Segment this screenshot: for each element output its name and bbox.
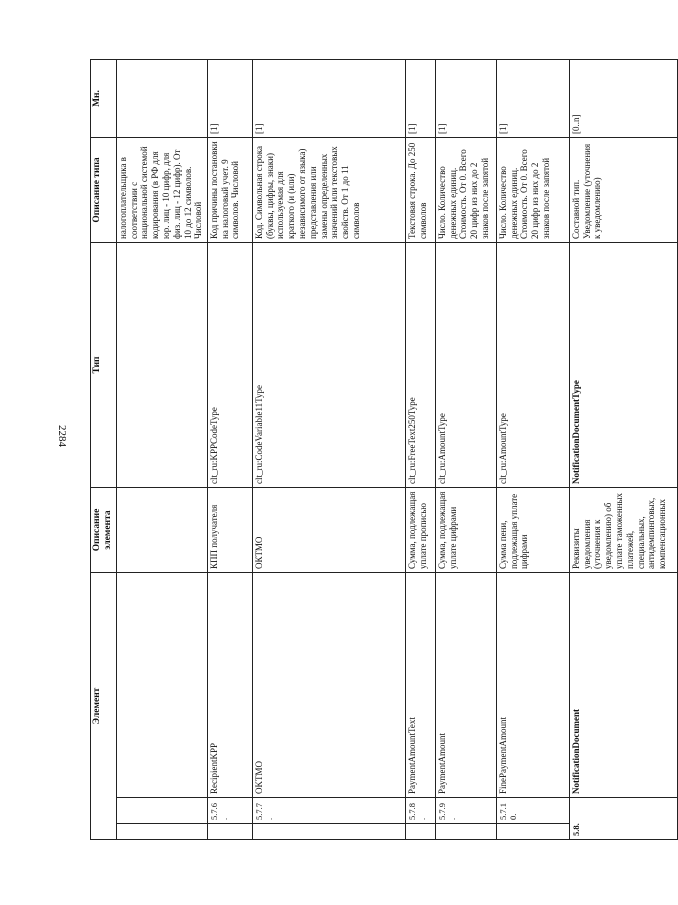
header-row xyxy=(91,59,117,839)
type-name: clt_ru:AmountType xyxy=(435,242,496,487)
element-name: RecipientKPP xyxy=(207,572,252,797)
element-name: NotificationDocument xyxy=(569,572,677,797)
row-number: 5.7.10. xyxy=(496,798,569,824)
table-row xyxy=(252,59,405,839)
header-element-desc: Описание элемента xyxy=(91,487,117,572)
multiplicity: [1] xyxy=(207,59,252,137)
table-row xyxy=(569,59,677,839)
table-row xyxy=(435,59,496,839)
table-row xyxy=(405,59,435,839)
header-type-desc: Описание типа xyxy=(91,137,117,242)
row-number: 5.7.6. xyxy=(207,798,252,824)
element-name: FinePaymentAmount xyxy=(496,572,569,797)
type-name: clt_ru:FreeText250Type xyxy=(405,242,435,487)
element-desc: Сумма, подлежащая уплате прописью xyxy=(405,487,435,572)
type-desc: Текстовая строка. До 250 символов xyxy=(405,137,435,242)
row-number: 5.8. xyxy=(569,798,677,840)
header-multiplicity: Мн. xyxy=(91,59,117,137)
type-name: clt_ru:CodeVariable11Type xyxy=(252,242,405,487)
type-name: clt_ru:KPPCodeType xyxy=(207,242,252,487)
element-desc: Сумма, подлежащая уплате цифрами xyxy=(435,487,496,572)
element-desc: Сумма пени, подлежащая уплате цифрами xyxy=(496,487,569,572)
type-desc: Код. Символьная строка (буквы, цифры, знаки) используемая для краткого (и (или) независимого от языка) представления или замены определенных значений или текстовых свойств. От 1 до 11 символов xyxy=(252,137,405,242)
table-row xyxy=(116,59,207,839)
header-type: Тип xyxy=(91,242,117,487)
type-name: clt_ru:AmountType xyxy=(496,242,569,487)
page-number: 2284 xyxy=(56,425,68,447)
table-row xyxy=(207,59,252,839)
rotated-page xyxy=(90,60,668,840)
multiplicity: [1] xyxy=(496,59,569,137)
type-desc: Код причины постановки на налоговый учет. 9 символов. Числовой xyxy=(207,137,252,242)
multiplicity: [1] xyxy=(405,59,435,137)
type-desc: Число. Количество денежных единиц. Стоимость. От 0. Всего 20 цифр из них до 2 знаков после запятой xyxy=(496,137,569,242)
element-desc: КПП получателя xyxy=(207,487,252,572)
element-desc: ОКТМО xyxy=(252,487,405,572)
type-name: NotificationDocumentType xyxy=(569,242,677,487)
row-number: 5.7.7. xyxy=(252,798,405,824)
specification-table xyxy=(90,59,678,840)
multiplicity: [1] xyxy=(435,59,496,137)
element-name: OKTMO xyxy=(252,572,405,797)
element-name: PaymentAmount xyxy=(435,572,496,797)
header-element: Элемент xyxy=(91,572,117,839)
row-number: 5.7.8. xyxy=(405,798,435,824)
row-number: 5.7.9. xyxy=(435,798,496,824)
element-desc: Реквизиты уведомления (уточнения к уведомлению) об уплате таможенных платежей, специальных, антидемпинговых, компенсационных xyxy=(569,487,677,572)
type-desc: Составной тип. Уведомление (уточнения к уведомлению) xyxy=(569,137,677,242)
multiplicity: [1] xyxy=(252,59,405,137)
table-row xyxy=(496,59,569,839)
multiplicity: [0..n] xyxy=(569,59,677,137)
element-name: PaymentAmountText xyxy=(405,572,435,797)
type-desc: Число. Количество денежных единиц. Стоимость. От 0. Всего 20 цифр из них до 2 знаков после запятой xyxy=(435,137,496,242)
type-desc-cell: налогоплательщика в соответствии с национальной системой кодирования (в РФ для юр. лиц - 10 цифр, для физ. лиц - 12 цифр). От 10 до 12 символов. Числовой xyxy=(116,137,207,242)
